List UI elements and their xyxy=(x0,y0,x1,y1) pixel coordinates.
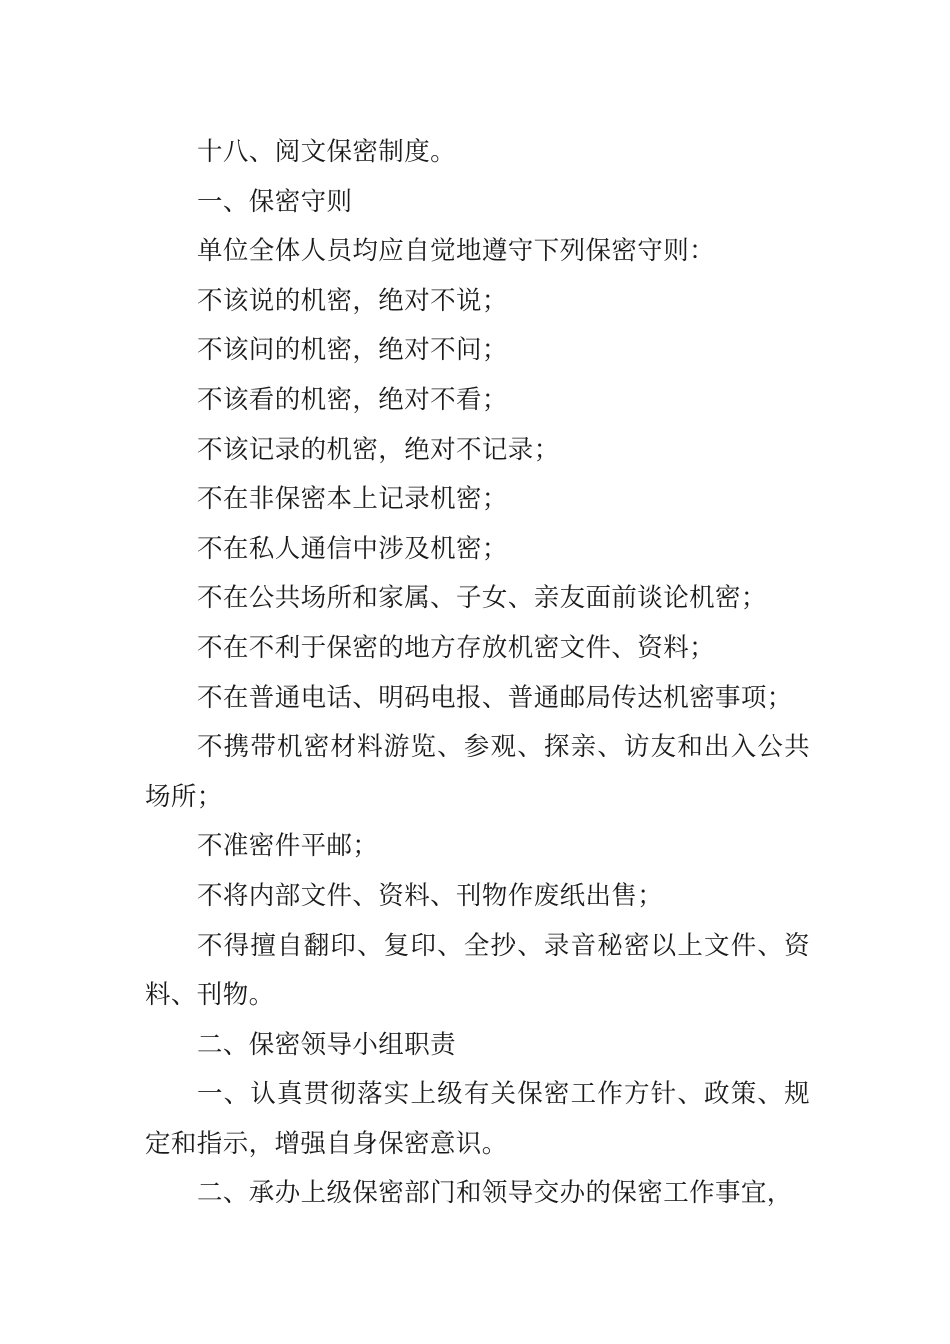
paragraph-rule: 不携带机密材料游览、参观、探亲、访友和出入公共场所； xyxy=(145,732,810,812)
paragraph-heading-18: 十八、阅文保密制度。 xyxy=(197,137,457,167)
paragraph-rule: 不该说的机密，绝对不说； xyxy=(197,285,508,316)
paragraph-rule: 不在私人通信中涉及机密； xyxy=(197,533,508,564)
paragraph-rule: 不得擅自翻印、复印、全抄、录音秘密以上文件、资料、刊物。 xyxy=(145,930,810,1011)
paragraph-rule: 不将内部文件、资料、刊物作废纸出售； xyxy=(197,880,664,911)
paragraph-rule: 不在不利于保密的地方存放机密文件、资料； xyxy=(197,632,716,663)
paragraph-duty: 一、认真贯彻落实上级有关保密工作方针、政策、规定和指示，增强自身保密意识。 xyxy=(145,1079,810,1159)
paragraph-rule: 不在普通电话、明码电报、普通邮局传达机密事项； xyxy=(197,682,793,713)
paragraph-rule: 不该看的机密，绝对不看； xyxy=(197,384,508,415)
document-body xyxy=(145,128,810,1219)
paragraph-section-2-title: 二、保密领导小组职责 xyxy=(197,1029,457,1060)
paragraph-rule: 不在非保密本上记录机密； xyxy=(197,484,508,515)
paragraph-rule: 不该问的机密，绝对不问； xyxy=(197,335,508,366)
paragraph-rules-intro: 单位全体人员均应自觉地遵守下列保密守则： xyxy=(197,236,716,267)
paragraph-rule: 不在公共场所和家属、子女、亲友面前谈论机密； xyxy=(197,583,767,614)
paragraph-rule: 不准密件平邮； xyxy=(197,831,379,862)
paragraph-duty: 二、承办上级保密部门和领导交办的保密工作事宜， xyxy=(197,1178,793,1209)
paragraph-rule: 不该记录的机密，绝对不记录； xyxy=(197,434,560,465)
paragraph-section-1-title: 一、保密守则 xyxy=(197,186,353,217)
